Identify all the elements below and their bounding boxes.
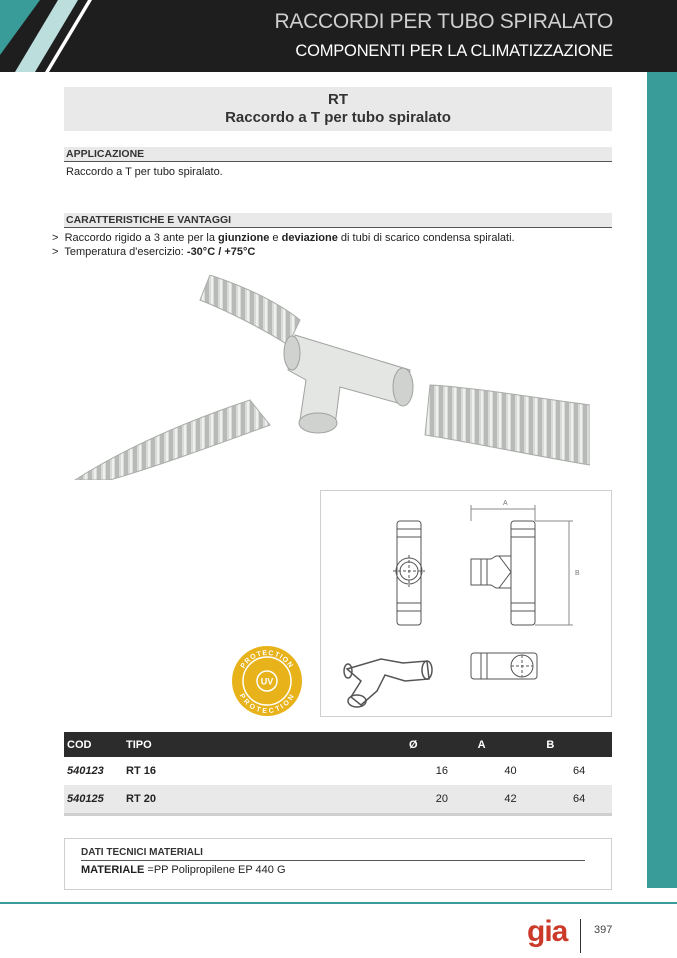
uv-center-text: UV <box>260 676 274 687</box>
table-row <box>64 757 612 785</box>
cell-b: 64 <box>543 785 612 815</box>
caratteristiche-heading: CARATTERISTICHE E VANTAGGI <box>64 213 612 228</box>
cell-diameter: 20 <box>406 785 475 815</box>
feature-bold: -30°C / +75°C <box>186 246 256 258</box>
uv-bottom-text: PROTECTION <box>237 692 297 716</box>
col-cod: COD <box>64 732 123 757</box>
cell-a: 40 <box>475 757 544 785</box>
uv-top-text: PROTECTION <box>239 649 295 670</box>
feature-bold: giunzione <box>218 232 270 244</box>
header-title: RACCORDI PER TUBO SPIRALATO <box>274 10 613 33</box>
product-photo <box>70 275 590 480</box>
dimension-a-label: A <box>503 500 508 507</box>
materials-box <box>64 838 612 890</box>
uv-protection-badge <box>231 645 303 717</box>
cell-tipo: RT 16 <box>123 757 406 785</box>
feature-text: di tubi di scarico condensa spiralati. <box>337 232 515 244</box>
product-table <box>64 732 612 816</box>
header-stripe-decoration <box>0 0 120 72</box>
feature-bold: deviazione <box>281 232 338 244</box>
cell-diameter: 16 <box>406 757 475 785</box>
materials-line <box>81 864 286 876</box>
feature-text: Temperatura d'esercizio: <box>64 246 187 258</box>
table-row <box>64 785 612 815</box>
materials-value: =PP Polipropilene EP 440 G <box>144 864 286 876</box>
cell-a: 42 <box>475 785 544 815</box>
header-subtitle: COMPONENTI PER LA CLIMATIZZAZIONE <box>295 42 613 60</box>
feature-text: Raccordo rigido a 3 ante per la <box>64 232 219 244</box>
page-number: 397 <box>594 924 613 936</box>
footer-divider <box>0 902 677 904</box>
col-a: A <box>475 732 544 757</box>
side-accent-band <box>647 72 677 888</box>
cell-cod: 540123 <box>64 757 123 785</box>
applicazione-heading: APPLICAZIONE <box>64 147 612 162</box>
cell-tipo: RT 20 <box>123 785 406 815</box>
materials-heading: DATI TECNICI MATERIALI <box>81 847 585 861</box>
footer-separator <box>580 919 581 953</box>
feature-text: e <box>269 232 282 244</box>
col-diameter: Ø <box>406 732 475 757</box>
materials-label: MATERIALE <box>81 864 145 876</box>
dimension-b-label: B <box>575 570 580 577</box>
brand-logo: gia <box>527 915 568 948</box>
product-title-box <box>64 87 612 131</box>
col-b: B <box>543 732 612 757</box>
applicazione-text: Raccordo a T per tubo spiralato. <box>66 166 223 178</box>
feature-item <box>52 232 515 244</box>
cell-cod: 540125 <box>64 785 123 815</box>
drawing-svg <box>321 491 613 718</box>
product-code: RT <box>328 91 348 108</box>
technical-drawing <box>320 490 612 717</box>
product-name: Raccordo a T per tubo spiralato <box>225 109 451 126</box>
table-header-row <box>64 732 612 757</box>
page-header <box>0 0 677 72</box>
bullet-marker: > <box>52 246 59 258</box>
col-tipo: TIPO <box>123 732 406 757</box>
feature-item <box>52 246 255 258</box>
bullet-marker: > <box>52 232 59 244</box>
cell-b: 64 <box>543 757 612 785</box>
